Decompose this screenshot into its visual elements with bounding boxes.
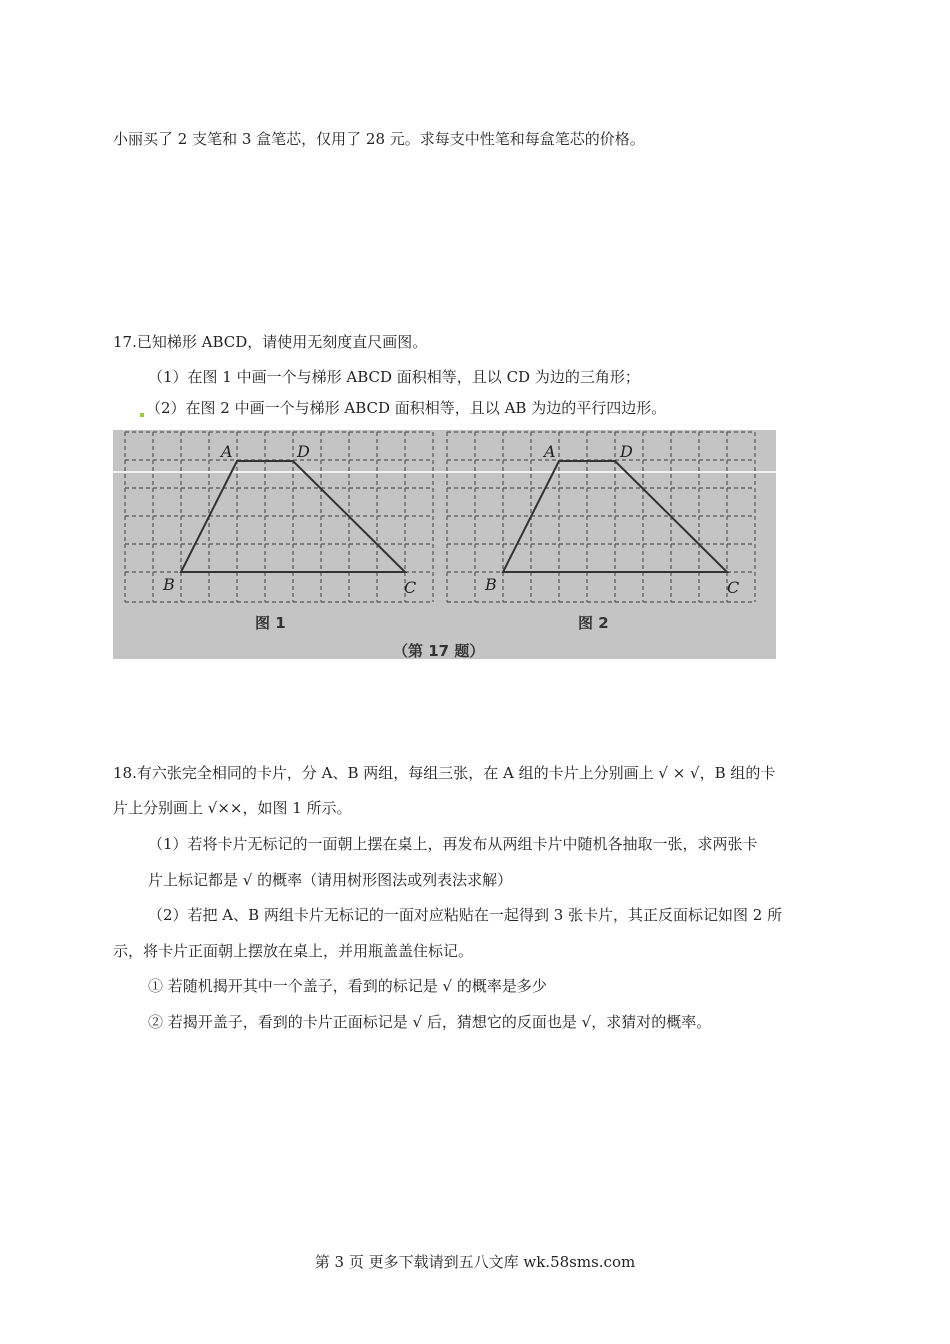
label-c-figure-1: C — [404, 578, 417, 597]
label-a-figure-1: A — [221, 442, 233, 461]
question-17-part-2 — [140, 397, 666, 418]
caption-figure-2: 图 2 — [578, 614, 609, 632]
label-b-figure-2: B — [485, 575, 497, 594]
question-18-part-1-line-2: 片上标记都是 √ 的概率（请用树形图法或列表法求解） — [148, 871, 513, 889]
question-18-sub-2: ② 若揭开盖子，看到的卡片正面标记是 √ 后，猜想它的反面也是 √，求猜对的概率。 — [148, 1013, 712, 1031]
question-17-part-2-text: （2）在图 2 中画一个与梯形 ABCD 面积相等，且以 AB 为边的平行四边形。 — [146, 399, 667, 417]
question-18-line-2: 片上分别画上 √××，如图 1 所示。 — [113, 799, 352, 817]
question-18-part-2-line-1: （2）若把 A、B 两组卡片无标记的一面对应粘贴在一起得到 3 张卡片，其正反面标记如图 2 所 — [148, 906, 783, 924]
label-c-figure-2: C — [727, 578, 740, 597]
question-18-part-2-line-2: 示，将卡片正面朝上摆放在桌上，并用瓶盖盖住标记。 — [113, 942, 474, 960]
caption-figure-1: 图 1 — [255, 614, 286, 632]
question-18-part-1-line-1: （1）若将卡片无标记的一面朝上摆在桌上，再发布从两组卡片中随机各抽取一张，求两张卡 — [148, 835, 758, 853]
marker-dot — [140, 413, 144, 417]
label-a-figure-2: A — [544, 442, 556, 461]
question-17-part-1: （1）在图 1 中画一个与梯形 ABCD 面积相等，且以 CD 为边的三角形； — [148, 368, 640, 386]
label-d-figure-2: D — [620, 442, 633, 461]
label-d-figure-1: D — [297, 442, 310, 461]
question-16-text: 小丽买了 2 支笔和 3 盒笔芯，仅用了 28 元。求每支中性笔和每盒笔芯的价格。 — [113, 130, 645, 148]
trapezoid-grids-svg — [113, 430, 776, 659]
question-18-sub-1: ① 若随机揭开其中一个盖子，看到的标记是 √ 的概率是多少 — [148, 977, 547, 995]
page-footer: 第 3 页 更多下载请到五八文库 wk.58sms.com — [314, 1253, 636, 1271]
label-b-figure-1: B — [163, 575, 175, 594]
question-17-title: 17.已知梯形 ABCD，请使用无刻度直尺画图。 — [113, 333, 428, 351]
caption-question-17: （第 17 题） — [393, 642, 485, 659]
question-18-line-1: 18.有六张完全相同的卡片，分 A、B 两组，每组三张，在 A 组的卡片上分别画上 √ × √，B 组的卡 — [113, 764, 776, 782]
question-17-figure — [113, 430, 776, 659]
